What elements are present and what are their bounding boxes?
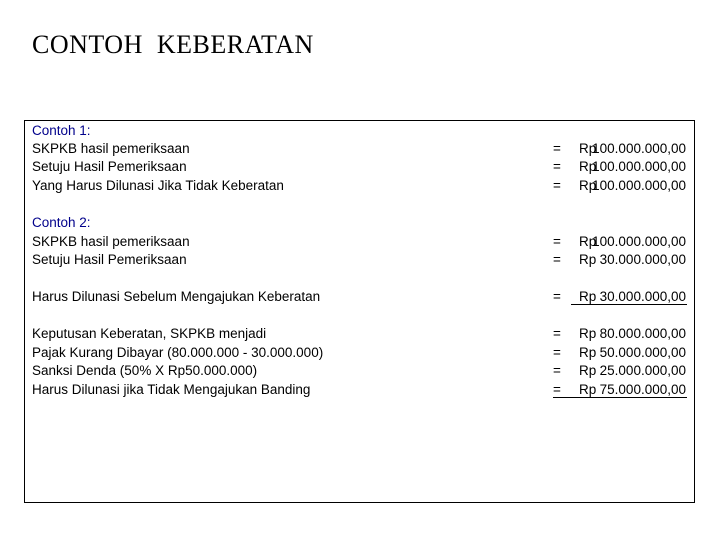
amount: 75.000.000,00 — [599, 382, 686, 397]
example1-row-3 — [32, 177, 694, 195]
amount: 100.000.000,00 — [592, 234, 686, 249]
currency: Rp — [579, 326, 597, 341]
amount: 100.000.000,00 — [592, 178, 686, 193]
amount: 50.000.000,00 — [599, 345, 686, 360]
equals-sign: = — [553, 234, 561, 249]
amount: 100.000.000,00 — [592, 141, 686, 156]
decision-row-2 — [32, 344, 694, 362]
currency: Rp — [579, 252, 597, 267]
example1-heading: Contoh 1: — [32, 123, 91, 138]
currency: Rp — [579, 363, 597, 378]
example2-row-2 — [32, 251, 694, 269]
example1-heading-row — [32, 122, 694, 140]
examples-box — [24, 120, 695, 503]
decision-row-1 — [32, 325, 694, 343]
equals-sign: = — [553, 252, 561, 267]
row-label: Keputusan Keberatan, SKPKB menjadi — [32, 326, 267, 341]
amount: 30.000.000,00 — [599, 289, 686, 304]
total-underline — [553, 397, 687, 398]
equals-sign: = — [553, 382, 561, 397]
page-title: CONTOH KEBERATAN — [32, 30, 314, 59]
equals-sign: = — [553, 326, 561, 341]
equals-sign: = — [553, 159, 561, 174]
row-label: Yang Harus Dilunasi Jika Tidak Keberatan — [32, 178, 284, 193]
row-label: Harus Dilunasi jika Tidak Mengajukan Banding — [32, 382, 311, 397]
amount: 100.000.000,00 — [592, 159, 686, 174]
currency: Rp — [579, 289, 597, 304]
equals-sign: = — [553, 178, 561, 193]
row-label: SKPKB hasil pemeriksaan — [32, 141, 190, 156]
row-label: Setuju Hasil Pemeriksaan — [32, 159, 187, 174]
amount-underline — [571, 304, 687, 305]
amount: 25.000.000,00 — [599, 363, 686, 378]
decision-row-3 — [32, 362, 694, 380]
amount: 30.000.000,00 — [599, 252, 686, 267]
currency: Rp — [579, 178, 597, 193]
example2-row-1 — [32, 233, 694, 251]
row-label: Setuju Hasil Pemeriksaan — [32, 252, 187, 267]
example2-heading: Contoh 2: — [32, 215, 91, 230]
example1-row-2 — [32, 158, 694, 176]
example2-heading-row — [32, 214, 694, 232]
currency: Rp — [579, 382, 597, 397]
equals-sign: = — [553, 363, 561, 378]
equals-sign: = — [553, 345, 561, 360]
row-label: Harus Dilunasi Sebelum Mengajukan Keberatan — [32, 289, 321, 304]
currency: Rp — [579, 345, 597, 360]
equals-sign: = — [553, 289, 561, 304]
row-label: Pajak Kurang Dibayar (80.000.000 - 30.000.000) — [32, 345, 324, 360]
row-label: Sanksi Denda (50% X Rp50.000.000) — [32, 363, 258, 378]
row-label: SKPKB hasil pemeriksaan — [32, 234, 190, 249]
currency: Rp — [579, 159, 597, 174]
amount: 80.000.000,00 — [599, 326, 686, 341]
currency: Rp — [579, 234, 597, 249]
example1-row-1 — [32, 140, 694, 158]
equals-sign: = — [553, 141, 561, 156]
currency: Rp — [579, 141, 597, 156]
